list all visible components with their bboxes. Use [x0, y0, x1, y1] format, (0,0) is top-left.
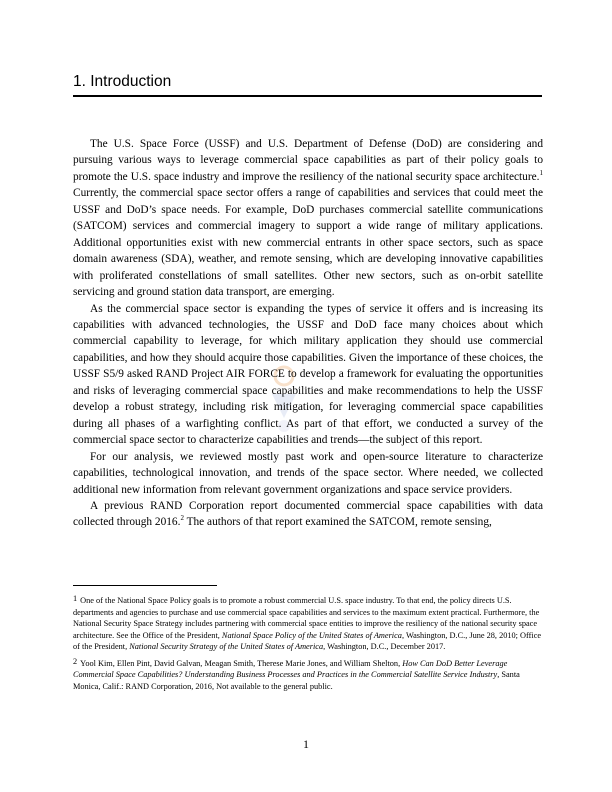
section-heading: 1. Introduction — [73, 73, 172, 90]
footnote-separator — [73, 585, 217, 586]
footnote-number: 2 — [73, 656, 78, 666]
paragraph-1: The U.S. Space Force (USSF) and U.S. Department of Defense (DoD) are considering and pursuing various ways to leverage commercial space capabilities as part of their policy goals to promote the U.S. space industry and improve the resiliency of the national security space architecture.$^1$ Currently, the commercial space sector offers a range of capabilities and services that could meet the USSF and DoD’s space needs. For example, DoD purchases commercial satellite communications (SATCOM) services and commercial imagery to support a wide range of military applications. Additional opportunities exist with new commercial entrants in other space sectors, such as space domain awareness (SDA), weather, and remote sensing, which are developing innovative capabilities with proliferated constellations of small satellites. Other new sectors, such as on-orbit satellite servicing and ground station data transport, are emerging. — [73, 138, 543, 299]
footnote-ref-1[interactable]: 1 — [539, 169, 543, 178]
paragraph-3: For our analysis, we reviewed mostly past work and open-source literature to characterize capabilities, technological innovation, and trends of the space sector. Where needed, we collected additional new information from relevant government organizations and space service providers. — [73, 450, 543, 496]
footnote-1: 1 One of the National Space Policy goals is to promote a robust commercial U.S. space industry. To that end, the policy directs U.S. departments and agencies to purchase and use commercial space capabilities and services to the maximum extent practical. Furthermore, the National Security Space Strategy includes partnering with commercial space entities to improve the resiliency of the national security space architecture. See the Office of the President, National Space Policy of the United States of America, Washington, D.C., June 28, 2010; Office of the President, National Security Strategy of the United States of America, Washington, D.C., December 2017. — [73, 594, 542, 651]
body-text — [73, 136, 543, 531]
paragraph-2: As the commercial space sector is expanding the types of service it offers and is increasing its capabilities with advanced technologies, the USSF and DoD face many choices about which commercial capability to leverage, for which military application they should use commercial capabilities, and how they should acquire those capabilities. Given the importance of these choices, the USSF S5/9 asked RAND Project AIR FORCE to develop a framework for evaluating the opportunities and risks of leveraging commercial space capabilities and make recommendations to help the USSF develop a robust strategy, including risk mitigation, for leveraging commercial space capabilities during all phases of a warfighting conflict. As part of that effort, we conducted a survey of the commercial space sector to characterize capabilities and trends—the subject of this report. — [73, 302, 543, 447]
paragraph-4: A previous RAND Corporation report documented commercial space capabilities with data collected through 2016.$^2$ The authors of that report examined the SATCOM, remote sensing, — [73, 499, 543, 529]
footnote-number: 1 — [73, 594, 78, 603]
heading-rule — [73, 95, 542, 97]
footnote-ref-2[interactable]: 2 — [180, 514, 184, 523]
footnote-2: 2 Yool Kim, Ellen Pint, David Galvan, Meagan Smith, Therese Marie Jones, and William Shelton, How Can DoD Better Leverage Commercial Space Capabilities? Understanding Business Processes and Practices in the Commercial Satellite Service Industry, Santa Monica, Calif.: RAND Corporation, 2016, Not available to the general public. — [73, 656, 520, 691]
footnotes — [73, 593, 543, 695]
page-number: 1 — [303, 737, 309, 751]
